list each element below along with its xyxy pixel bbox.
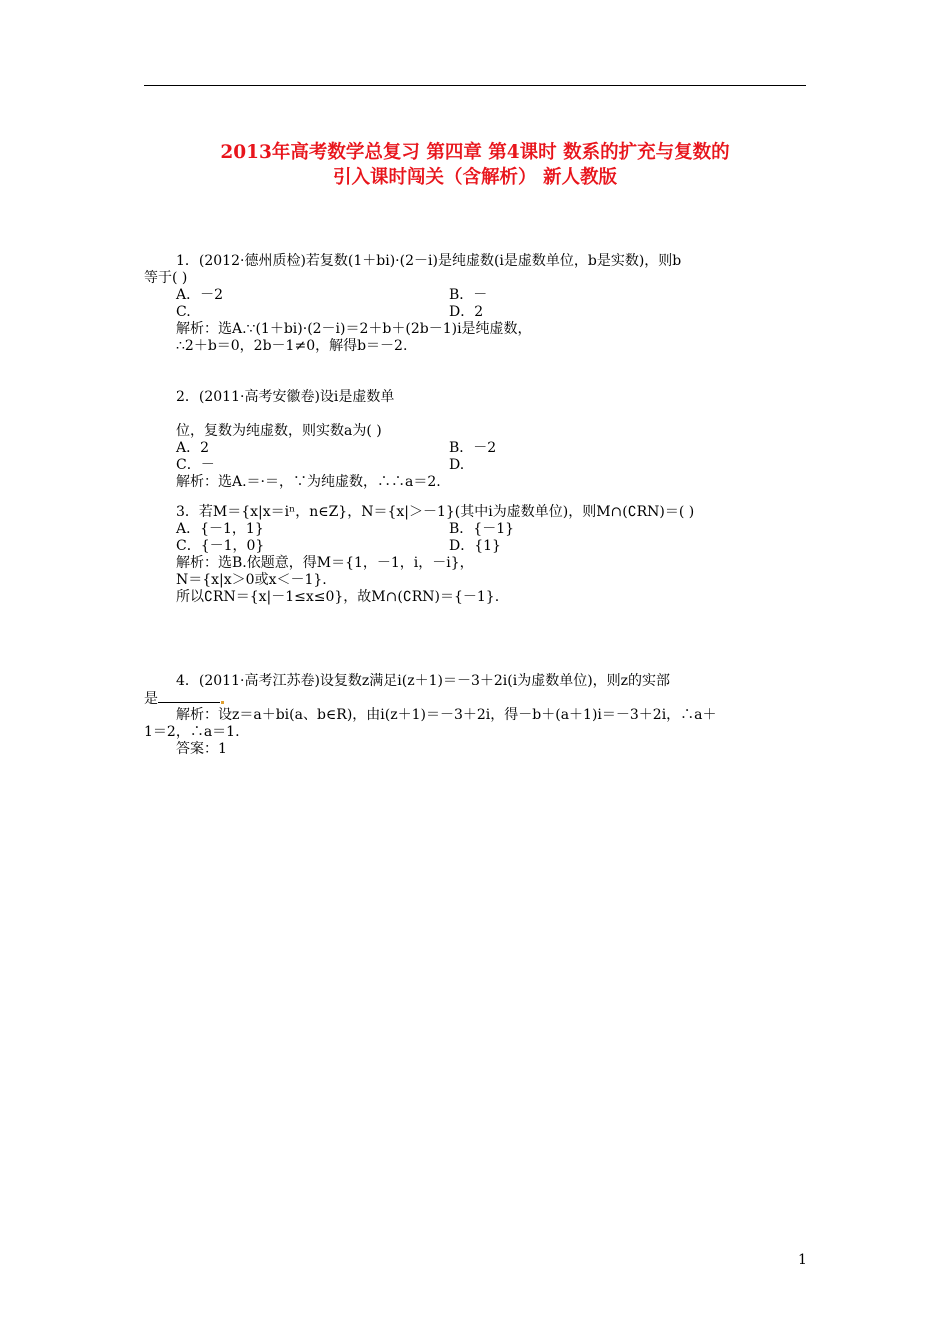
q3-stem-line-1: 3．若M＝{x|x＝iⁿ，n∈Z}，N＝{x|＞－1}(其中i为虚数单位)，则M∩(∁RN)＝( ): [176, 504, 695, 520]
document-title: [144, 140, 806, 190]
q2-option-b: B．－2: [449, 440, 497, 456]
q1-stem-line-2: 等于( ): [144, 270, 188, 286]
q4-stem-line-1: 4．(2011·高考江苏卷)设复数z满足i(z＋1)＝－3＋2i(i为虚数单位)，则z的实部: [176, 673, 671, 689]
header-rule: [144, 85, 806, 86]
q3-option-c: C．{－1，0}: [176, 538, 265, 554]
title-line-2: 引入课时闯关（含解析） 新人教版: [333, 167, 617, 188]
q1-solution-line-1: 解析：选A.∵(1＋bi)·(2－i)＝2＋b＋(2b－1)i是纯虚数，: [176, 321, 532, 337]
q4-answer: 答案：1: [176, 741, 227, 757]
q1-option-a: A．－2: [176, 287, 224, 303]
q3-option-b: B．{－1}: [449, 521, 515, 537]
q1-option-c: C.: [176, 304, 191, 320]
q1-option-d: D．2: [449, 304, 484, 320]
q3-solution-line-2: N＝{x|x＞0或x＜－1}.: [176, 572, 327, 588]
q4-solution-line-2: 1＝2，∴a＝1.: [144, 724, 240, 740]
q4-solution-line-1: 解析：设z＝a＋bi(a、b∈R)，由i(z＋1)＝－3＋2i，得－b＋(a＋1)i＝－3＋2i，∴a＋: [176, 707, 717, 723]
q2-solution-line-1: 解析：选A.＝·＝，∵为纯虚数，∴∴a＝2.: [176, 474, 441, 490]
page-number: 1: [798, 1252, 807, 1268]
q2-option-c: C．－: [176, 457, 215, 473]
q3-solution-line-1: 解析：选B.依题意，得M＝{1，－1，i，－i}，: [176, 555, 474, 571]
q4-stem-line-2-text: 是: [144, 691, 158, 707]
q2-option-a: A．2: [176, 440, 210, 456]
title-line-1: 2013年高考数学总复习 第四章 第4课时 数系的扩充与复数的: [220, 142, 730, 163]
q2-option-d: D.: [449, 457, 465, 473]
dot-mark-icon: [221, 701, 224, 704]
q3-option-d: D．{1}: [449, 538, 501, 554]
q4-stem-line-2: [144, 690, 225, 708]
q3-option-a: A．{－1，1}: [176, 521, 264, 537]
q2-stem-line-2: 位，复数为纯虚数，则实数a为( ): [176, 423, 382, 439]
q1-stem-line-1: 1．(2012·德州质检)若复数(1＋bi)·(2－i)是纯虚数(i是虚数单位，b是实数)，则b: [176, 253, 682, 269]
q3-solution-line-3: 所以∁RN＝{x|－1≤x≤0}，故M∩(∁RN)＝{－1}.: [176, 589, 500, 605]
q1-option-b: B．－: [449, 287, 488, 303]
q1-solution-line-2: ∴2＋b＝0，2b－1≠0，解得b＝－2.: [176, 338, 408, 354]
q4-answer-blank: [158, 690, 220, 703]
q2-stem-line-1: 2．(2011·高考安徽卷)设i是虚数单: [176, 389, 395, 405]
